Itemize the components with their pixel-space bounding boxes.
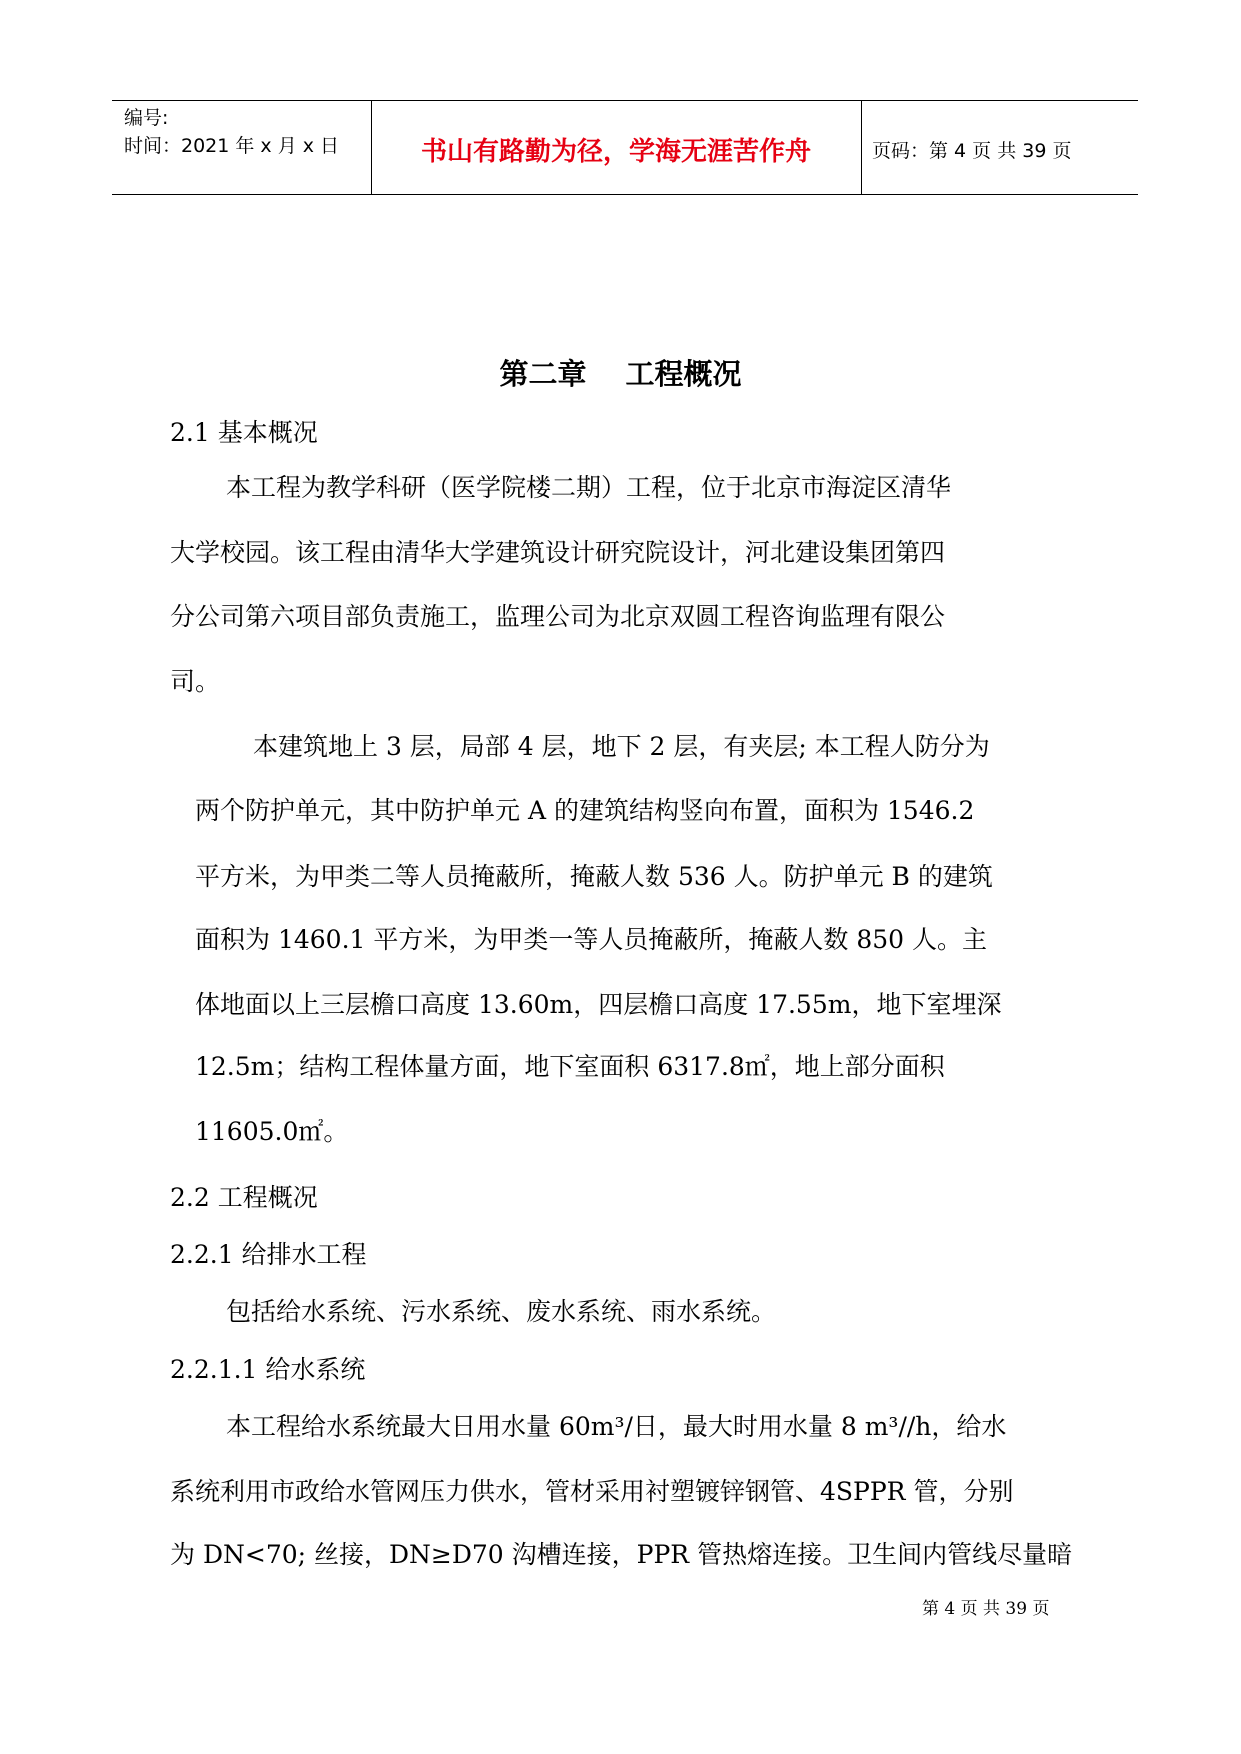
paragraph-line: 面积为 1460.1 平方米，为甲类一等人员掩蔽所，掩蔽人数 850 人。主 bbox=[195, 925, 987, 954]
paragraph-line: 11605.0㎡。 bbox=[195, 1117, 349, 1146]
paragraph-line: 司。 bbox=[170, 667, 221, 696]
paragraph-line: 包括给水系统、污水系统、废水系统、雨水系统。 bbox=[226, 1297, 777, 1326]
paragraph-line: 本工程给水系统最大日用水量 60m³/日，最大时用水量 8 m³//h，给水 bbox=[226, 1412, 1007, 1441]
paragraph-line: 为 DN<70; 丝接，DN≥D70 沟槽连接，PPR 管热熔连接。卫生间内管线尽量暗 bbox=[170, 1540, 1073, 1569]
header-motto: 书山有路勤为径，学海无涯苦作舟 bbox=[420, 137, 811, 167]
paragraph-line: 本建筑地上 3 层，局部 4 层，地下 2 层，有夹层; 本工程人防分为 bbox=[253, 732, 990, 761]
paragraph-line: 两个防护单元，其中防护单元 A 的建筑结构竖向布置，面积为 1546.2 bbox=[195, 796, 975, 825]
header-time-label: 时间：2021 年 x 月 x 日 bbox=[124, 135, 340, 157]
header-bottom-border bbox=[112, 194, 1138, 195]
header-divider-right bbox=[861, 101, 862, 194]
paragraph-line: 体地面以上三层檐口高度 13.60m，四层檐口高度 17.55m，地下室埋深 bbox=[195, 990, 1002, 1019]
subsubsection-heading: 2.2.1.1 给水系统 bbox=[170, 1355, 366, 1384]
paragraph-line: 分公司第六项目部负责施工，监理公司为北京双圆工程咨询监理有限公 bbox=[170, 602, 946, 631]
paragraph-line: 本工程为教学科研（医学院楼二期）工程，位于北京市海淀区清华 bbox=[226, 473, 952, 502]
paragraph-line: 大学校园。该工程由清华大学建筑设计研究院设计，河北建设集团第四 bbox=[170, 538, 946, 567]
header-top-border bbox=[112, 100, 1138, 101]
chapter-title: 第二章 工程概况 bbox=[499, 357, 742, 391]
section-heading: 2.1 基本概况 bbox=[170, 418, 318, 447]
paragraph-line: 12.5m；结构工程体量方面，地下室面积 6317.8㎡，地上部分面积 bbox=[195, 1052, 945, 1081]
paragraph-line: 平方米，为甲类二等人员掩蔽所，掩蔽人数 536 人。防护单元 B 的建筑 bbox=[195, 862, 993, 891]
page-footer: 第 4 页 共 39 页 bbox=[922, 1599, 1050, 1619]
header-number-label: 编号: bbox=[124, 107, 169, 129]
section-heading: 2.2 工程概况 bbox=[170, 1183, 318, 1212]
subsection-heading: 2.2.1 给排水工程 bbox=[170, 1240, 367, 1269]
paragraph-line: 系统利用市政给水管网压力供水，管材采用衬塑镀锌钢管、4SPPR 管，分别 bbox=[170, 1477, 1014, 1506]
header-page-label: 页码：第 4 页 共 39 页 bbox=[872, 140, 1072, 162]
